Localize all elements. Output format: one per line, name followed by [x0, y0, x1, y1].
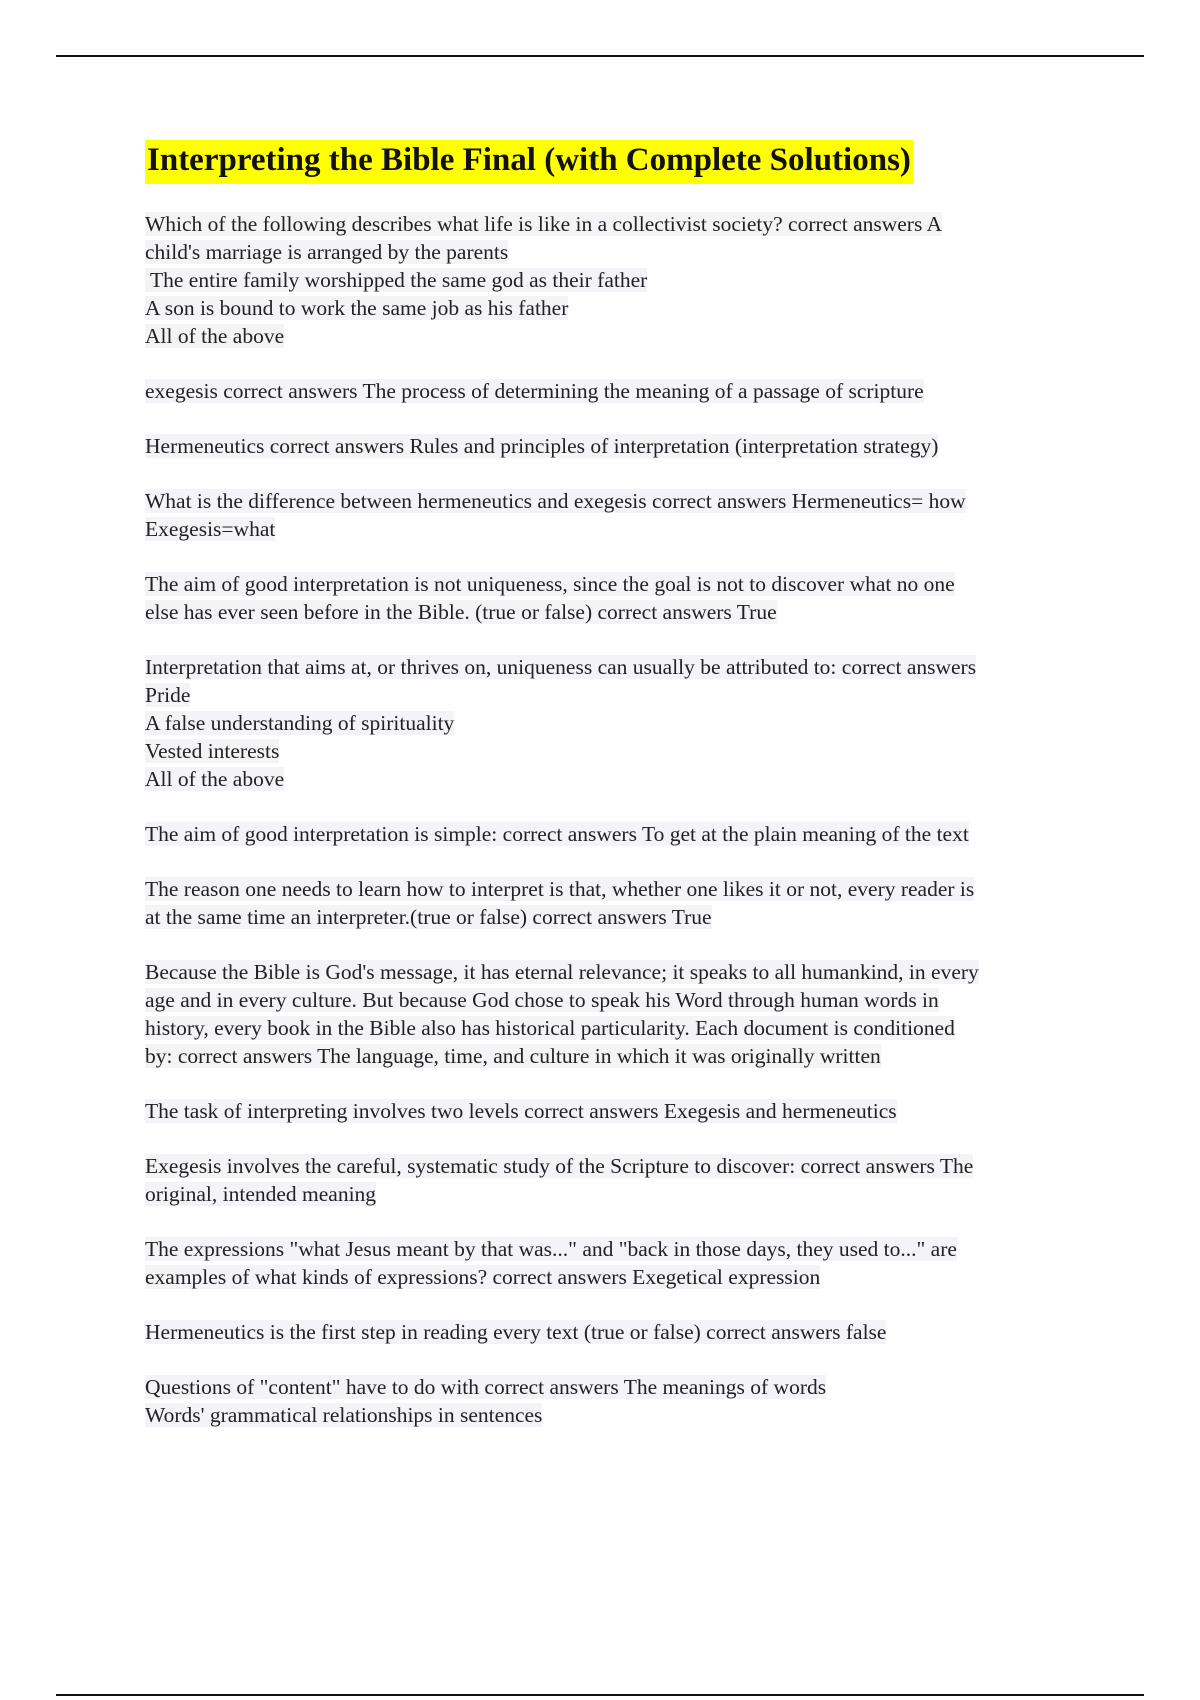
qa-line-text: age and in every culture. But because God chose to speak his Word through human words in [145, 987, 939, 1012]
qa-line-text: exegesis correct answers The process of determining the meaning of a passage of scripture [145, 378, 924, 403]
qa-line-text: All of the above [145, 766, 285, 791]
qa-line-text: Because the Bible is God's message, it has eternal relevance; it speaks to all humankind, in every [145, 959, 979, 984]
qa-line [145, 875, 1090, 903]
qa-line [145, 1235, 1090, 1263]
qa-line [145, 737, 1090, 765]
qa-item [145, 1152, 1090, 1208]
qa-line [145, 487, 1090, 515]
qa-line-text: at the same time an interpreter.(true or false) correct answers True [145, 904, 712, 929]
qa-line-text: All of the above [145, 323, 285, 348]
qa-line [145, 322, 1090, 350]
qa-line [145, 820, 1090, 848]
qa-line-text: What is the difference between hermeneutics and exegesis correct answers Hermeneutics= how [145, 488, 966, 513]
qa-line-text: Exegesis involves the careful, systematic study of the Scripture to discover: correct answers The [145, 1153, 974, 1178]
qa-line-text: The entire family worshipped the same god as their father [145, 267, 648, 292]
qa-line-text: examples of what kinds of expressions? correct answers Exegetical expression [145, 1264, 821, 1289]
qa-line-text: Vested interests [145, 738, 280, 763]
qa-line [145, 238, 1090, 266]
qa-item [145, 210, 1090, 350]
qa-line [145, 598, 1090, 626]
qa-list [145, 210, 1090, 1429]
qa-line [145, 1097, 1090, 1125]
qa-line-text: Pride [145, 682, 191, 707]
qa-line-text: The reason one needs to learn how to interpret is that, whether one likes it or not, every reader is [145, 876, 975, 901]
qa-line-text: else has ever seen before in the Bible. (true or false) correct answers True [145, 599, 777, 624]
qa-line-text: original, intended meaning [145, 1181, 377, 1206]
qa-item [145, 1235, 1090, 1291]
qa-line [145, 377, 1090, 405]
qa-item [145, 432, 1090, 460]
qa-item [145, 1373, 1090, 1429]
qa-line [145, 903, 1090, 931]
qa-line [145, 570, 1090, 598]
qa-line-text: Interpretation that aims at, or thrives on, uniqueness can usually be attributed to: correct answers [145, 654, 977, 679]
qa-line-text: Hermeneutics is the first step in reading every text (true or false) correct answers false [145, 1319, 887, 1344]
qa-line [145, 432, 1090, 460]
qa-item [145, 570, 1090, 626]
qa-line-text: The expressions "what Jesus meant by that was..." and "back in those days, they used to..." are [145, 1236, 957, 1261]
qa-item [145, 377, 1090, 405]
document-body [145, 140, 1090, 1456]
qa-item [145, 875, 1090, 931]
qa-line-text: history, every book in the Bible also has historical particularity. Each document is conditioned [145, 1015, 955, 1040]
qa-item [145, 1318, 1090, 1346]
qa-line [145, 1373, 1090, 1401]
qa-line [145, 765, 1090, 793]
qa-line [145, 653, 1090, 681]
qa-item [145, 958, 1090, 1070]
qa-line [145, 1042, 1090, 1070]
qa-line [145, 681, 1090, 709]
qa-line-text: A false understanding of spirituality [145, 710, 455, 735]
top-rule [56, 55, 1144, 57]
qa-line [145, 1318, 1090, 1346]
qa-line [145, 1152, 1090, 1180]
qa-line-text: by: correct answers The language, time, and culture in which it was originally written [145, 1043, 881, 1068]
qa-line-text: Which of the following describes what life is like in a collectivist society? correct answers A [145, 211, 943, 236]
qa-line [145, 1263, 1090, 1291]
bottom-rule [56, 1694, 1144, 1696]
qa-item [145, 1097, 1090, 1125]
qa-line-text: The task of interpreting involves two levels correct answers Exegesis and hermeneutics [145, 1098, 897, 1123]
qa-line-text: A son is bound to work the same job as his father [145, 295, 569, 320]
qa-line [145, 1014, 1090, 1042]
qa-line [145, 294, 1090, 322]
qa-line-text: The aim of good interpretation is not uniqueness, since the goal is not to discover what no one [145, 571, 955, 596]
qa-line [145, 1401, 1090, 1429]
qa-line-text: The aim of good interpretation is simple: correct answers To get at the plain meaning of the text [145, 821, 969, 846]
qa-line [145, 958, 1090, 986]
qa-item [145, 487, 1090, 543]
qa-line [145, 266, 1090, 294]
qa-line-text: Hermeneutics correct answers Rules and principles of interpretation (interpretation strategy) [145, 433, 939, 458]
qa-item [145, 820, 1090, 848]
qa-line [145, 986, 1090, 1014]
qa-line-text: Questions of "content" have to do with correct answers The meanings of words [145, 1374, 827, 1399]
qa-item [145, 653, 1090, 793]
qa-line [145, 515, 1090, 543]
qa-line-text: Words' grammatical relationships in sentences [145, 1402, 543, 1427]
qa-line [145, 1180, 1090, 1208]
qa-line-text: child's marriage is arranged by the parents [145, 239, 509, 264]
qa-line-text: Exegesis=what [145, 516, 276, 541]
document-title: Interpreting the Bible Final (with Complete Solutions) [145, 140, 913, 184]
qa-line [145, 210, 1090, 238]
qa-line [145, 709, 1090, 737]
